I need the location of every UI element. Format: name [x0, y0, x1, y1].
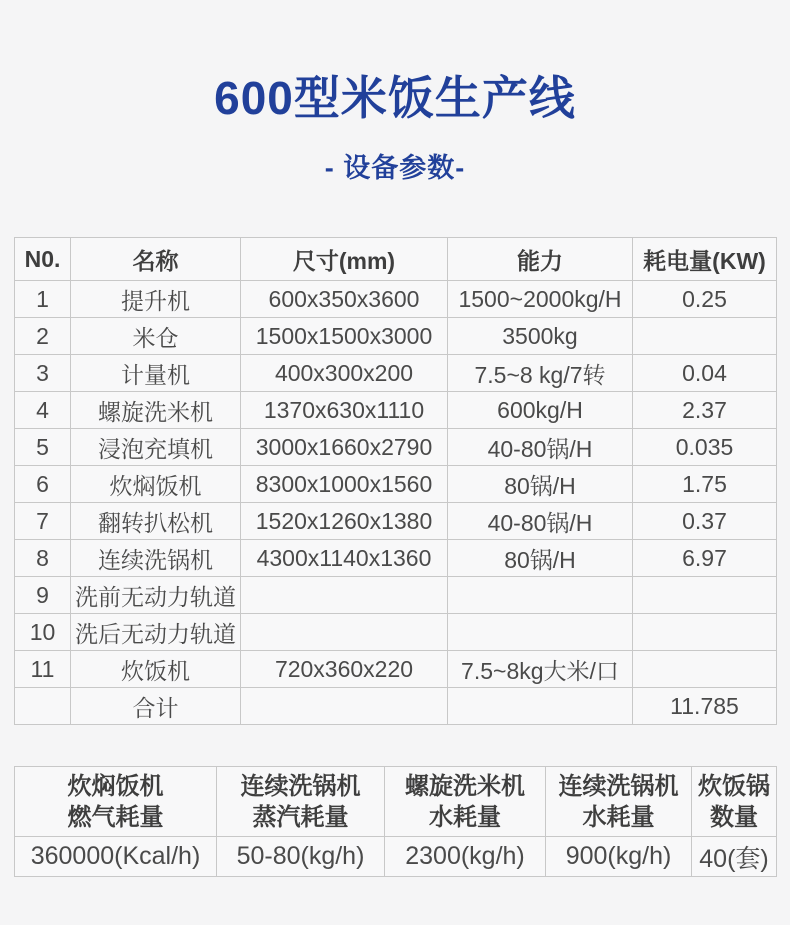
- table-cell: 合计: [71, 688, 241, 725]
- table-cell: 炊饭机: [71, 651, 241, 688]
- table-cell: 720x360x220: [241, 651, 448, 688]
- table-cell: 7.5~8kg大米/口: [448, 651, 633, 688]
- table-cell: 1: [15, 281, 71, 318]
- header-cell-gas-consumption: [15, 767, 217, 837]
- table-row: [15, 392, 777, 429]
- table-cell: 炊焖饭机: [71, 466, 241, 503]
- equipment-table-header-row: [15, 238, 777, 281]
- table-cell: [15, 688, 71, 725]
- table-cell: [448, 688, 633, 725]
- header-cell-capacity: 能力: [448, 238, 633, 281]
- table-cell: 0.04: [633, 355, 777, 392]
- table-cell: 6.97: [633, 540, 777, 577]
- table-cell: 400x300x200: [241, 355, 448, 392]
- table-cell: 1370x630x1110: [241, 392, 448, 429]
- table-cell: 1.75: [633, 466, 777, 503]
- table-cell: 80锅/H: [448, 466, 633, 503]
- table-row: [15, 503, 777, 540]
- table-cell: 4300x1140x1360: [241, 540, 448, 577]
- table-cell: [241, 688, 448, 725]
- table-cell: 80锅/H: [448, 540, 633, 577]
- table-cell: 40-80锅/H: [448, 503, 633, 540]
- table-cell: 0.37: [633, 503, 777, 540]
- consumption-table: [14, 766, 777, 877]
- table-cell: 洗前无动力轨道: [71, 577, 241, 614]
- header-line: 炊饭锅: [698, 772, 770, 800]
- table-row: [15, 614, 777, 651]
- table-cell: 浸泡充填机: [71, 429, 241, 466]
- table-cell: 10: [15, 614, 71, 651]
- page-title: 600型米饭生产线: [214, 72, 576, 124]
- table-cell: 2.37: [633, 392, 777, 429]
- table-cell: 360000(Kcal/h): [15, 837, 217, 877]
- table-row: [15, 577, 777, 614]
- header-cell-steam-consumption: [217, 767, 385, 837]
- table-cell: 翻转扒松机: [71, 503, 241, 540]
- header-line: 螺旋洗米机: [405, 772, 525, 800]
- header-cell-name: 名称: [71, 238, 241, 281]
- table-cell: 7.5~8 kg/7转: [448, 355, 633, 392]
- table-cell: 600kg/H: [448, 392, 633, 429]
- table-cell: 3: [15, 355, 71, 392]
- table-cell: 3000x1660x2790: [241, 429, 448, 466]
- page-subtitle: - 设备参数-: [324, 153, 466, 183]
- header-line: 水耗量: [582, 803, 655, 831]
- table-cell: 1500x1500x3000: [241, 318, 448, 355]
- header-cell-washer-water-consumption: [385, 767, 546, 837]
- table-cell: 600x350x3600: [241, 281, 448, 318]
- table-cell: 1500~2000kg/H: [448, 281, 633, 318]
- header-line: 数量: [710, 803, 758, 831]
- table-cell: [241, 614, 448, 651]
- table-row: [15, 355, 777, 392]
- table-cell-total-power: 11.785: [633, 688, 777, 725]
- table-cell: 50-80(kg/h): [217, 837, 385, 877]
- table-cell: 2: [15, 318, 71, 355]
- table-cell: 提升机: [71, 281, 241, 318]
- table-row: [15, 540, 777, 577]
- table-cell: [633, 318, 777, 355]
- table-cell: 9: [15, 577, 71, 614]
- table-cell: 2300(kg/h): [385, 837, 546, 877]
- header-cell-size: 尺寸(mm): [241, 238, 448, 281]
- table-cell: 3500kg: [448, 318, 633, 355]
- table-cell: [241, 577, 448, 614]
- table-cell: 米仓: [71, 318, 241, 355]
- table-cell: 计量机: [71, 355, 241, 392]
- table-cell: 1520x1260x1380: [241, 503, 448, 540]
- header-line: 蒸汽耗量: [252, 803, 349, 831]
- table-cell: 0.035: [633, 429, 777, 466]
- table-cell: 螺旋洗米机: [71, 392, 241, 429]
- table-cell: 40-80锅/H: [448, 429, 633, 466]
- header-cell-no: N0.: [15, 238, 71, 281]
- table-row: [15, 318, 777, 355]
- table-cell: 7: [15, 503, 71, 540]
- table-cell: 8300x1000x1560: [241, 466, 448, 503]
- header-cell-power: 耗电量(KW): [633, 238, 777, 281]
- table-cell: 6: [15, 466, 71, 503]
- header-cell-pot-washer-water-consumption: [546, 767, 692, 837]
- table-cell: [633, 614, 777, 651]
- table-cell: 40(套): [692, 837, 777, 877]
- header-cell-pot-quantity: [692, 767, 777, 837]
- table-cell: 洗后无动力轨道: [71, 614, 241, 651]
- table-cell: 11: [15, 651, 71, 688]
- consumption-table-header-row: [15, 767, 777, 837]
- table-cell: [633, 651, 777, 688]
- header-line: 连续洗锅机: [240, 772, 361, 800]
- header-line: 燃气耗量: [67, 803, 164, 831]
- table-cell: [448, 614, 633, 651]
- table-cell: 连续洗锅机: [71, 540, 241, 577]
- equipment-parameters-table: [14, 237, 777, 725]
- table-row: [15, 281, 777, 318]
- table-row: [15, 651, 777, 688]
- table-row-total: [15, 688, 777, 725]
- table-row: [15, 466, 777, 503]
- table-cell: 4: [15, 392, 71, 429]
- consumption-table-value-row: [15, 837, 777, 877]
- table-cell: [633, 577, 777, 614]
- table-cell: 0.25: [633, 281, 777, 318]
- header-line: 炊焖饭机: [67, 772, 164, 800]
- table-cell: 900(kg/h): [546, 837, 692, 877]
- header-line: 连续洗锅机: [558, 772, 679, 800]
- table-cell: [448, 577, 633, 614]
- table-cell: 5: [15, 429, 71, 466]
- table-cell: 8: [15, 540, 71, 577]
- table-row: [15, 429, 777, 466]
- header-line: 水耗量: [429, 803, 501, 831]
